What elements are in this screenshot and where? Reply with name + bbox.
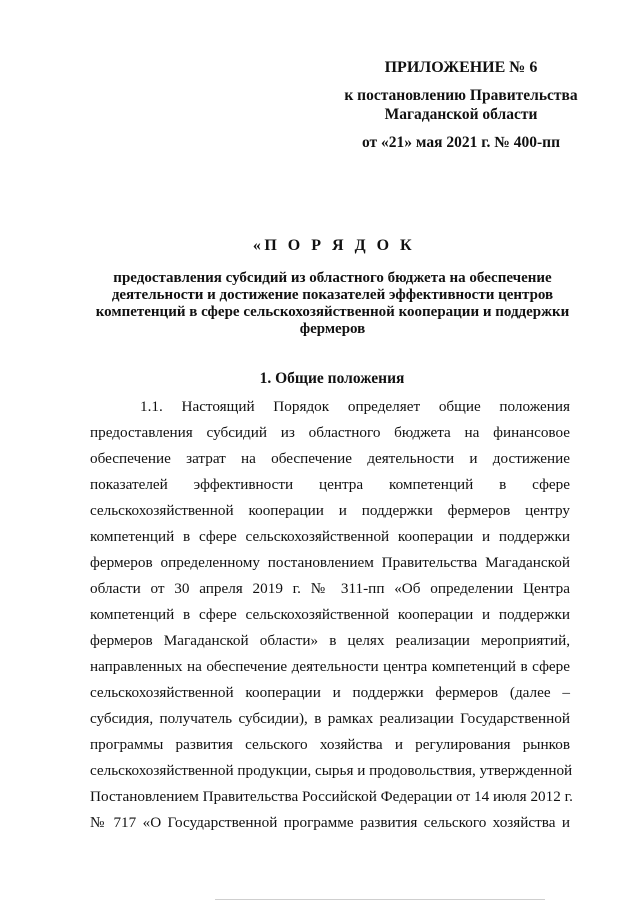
appendix-title: ПРИЛОЖЕНИЕ № 6	[384, 59, 538, 76]
document-title: «П О Р Я Д О К	[252, 237, 416, 254]
paragraph-line: обеспечение затрат на обеспечение деятельности и достижение	[90, 450, 570, 467]
paragraph-line: фермеров Магаданской области» в целях реализации мероприятий,	[90, 632, 570, 649]
paragraph-line: показателей эффективности центра компетенций в сфере	[90, 476, 570, 493]
paragraph-line: компетенций в сфере сельскохозяйственной кооперации и поддержки	[90, 528, 570, 545]
subtitle-line: фермеров	[299, 321, 366, 337]
appendix-line-1: к постановлению Правительства	[344, 87, 578, 104]
section-title: 1. Общие положения	[259, 370, 405, 387]
appendix-date: от «21» мая 2021 г. № 400-пп	[361, 134, 560, 151]
paragraph-line: субсидия, получатель субсидии), в рамках реализации Государственной	[90, 710, 570, 727]
document-subtitle	[60, 270, 605, 338]
paragraph-line: сельскохозяйственной продукции, сырья и продовольствия, утвержденной	[90, 762, 573, 779]
subtitle-line: деятельности и достижение показателей эффективности центров	[111, 287, 554, 303]
paragraph-line: предоставления субсидий из областного бюджета на финансовое	[90, 424, 570, 441]
paragraph-line: направленных на обеспечение деятельности центра компетенций в сфере	[90, 658, 570, 675]
paragraph-line: 1.1. Настоящий Порядок определяет общие положения	[140, 398, 570, 415]
subtitle-line: компетенций в сфере сельскохозяйственной кооперации и поддержки	[95, 304, 570, 320]
scan-edge-line	[215, 899, 545, 900]
paragraph-line: сельскохозяйственной кооперации и поддержки фермеров (далее –	[90, 684, 570, 701]
appendix-line-2: Магаданской области	[384, 106, 538, 123]
paragraph-line: фермеров определенному постановлением Правительства Магаданской	[90, 554, 570, 571]
paragraph-line: сельскохозяйственной кооперации и поддержки фермеров центру	[90, 502, 570, 519]
paragraph-line: области от 30 апреля 2019 г. № 311-пп «Об определении Центра	[90, 580, 570, 597]
paragraph-line: № 717 «О Государственной программе развития сельского хозяйства и	[90, 814, 570, 831]
paragraph-line: Постановлением Правительства Российской Федерации от 14 июля 2012 г.	[90, 788, 573, 805]
subtitle-line: предоставления субсидий из областного бюджета на обеспечение	[113, 270, 552, 286]
paragraph-line: компетенций в сфере сельскохозяйственной кооперации и поддержки	[90, 606, 570, 623]
paragraph-line: программы развития сельского хозяйства и регулирования рынков	[90, 736, 570, 753]
